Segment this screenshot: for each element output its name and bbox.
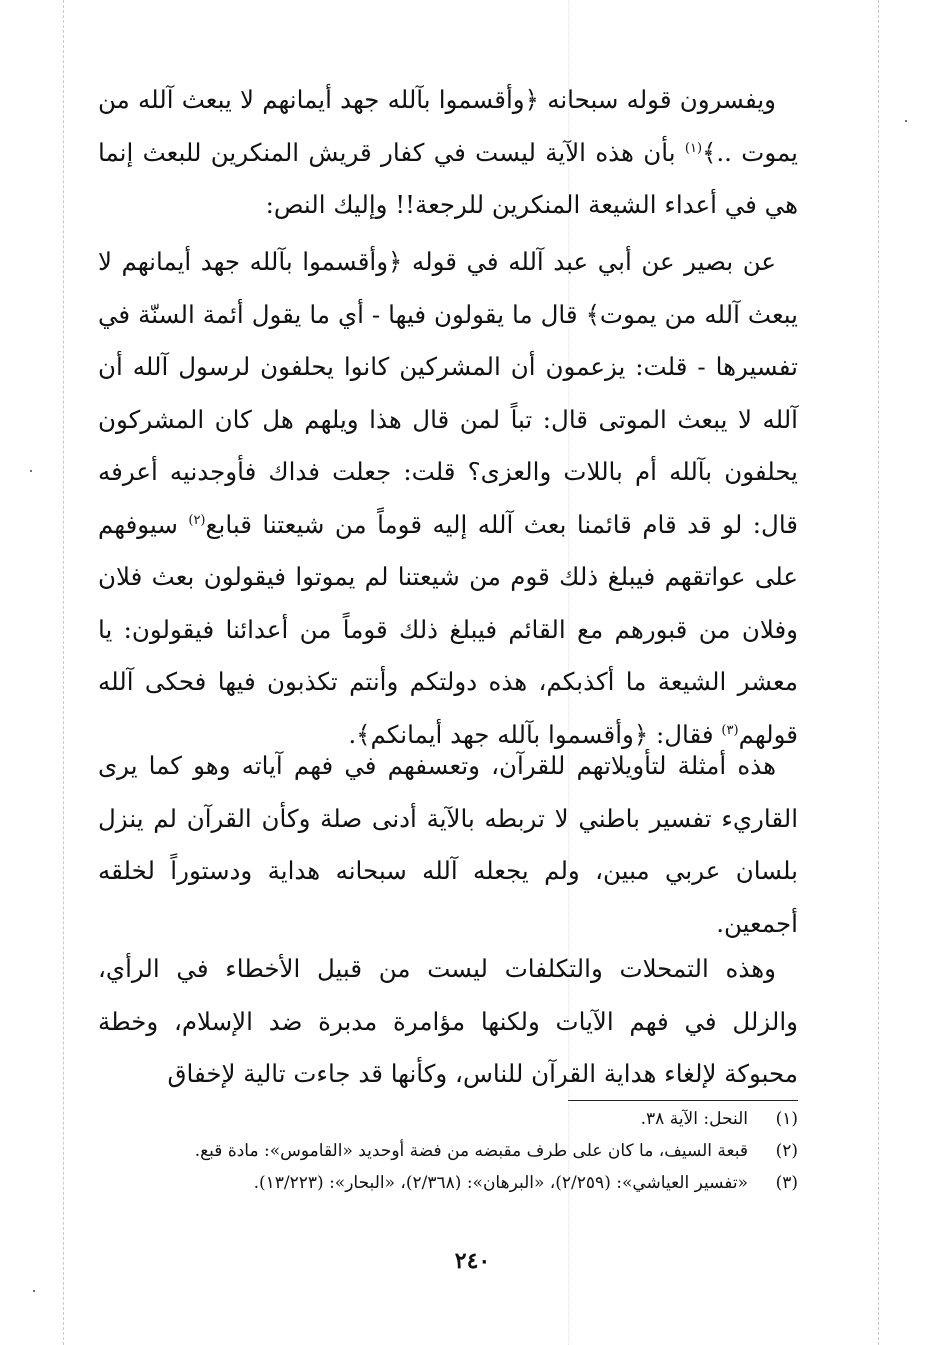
footnotes <box>98 1103 798 1199</box>
scan-speck <box>33 1290 35 1292</box>
paragraph-1-tail: بأن هذه الآية ليست في كفار قريش المنكرين للبعث إنما هي في أعداء الشيعة المنكرين للرجعة!! وإليك النص: <box>98 137 798 219</box>
margin-guide-right <box>878 0 879 1345</box>
footnote-3 <box>98 1167 798 1199</box>
paragraph-1 <box>98 74 798 232</box>
footnote-ref-2: (٢) <box>188 512 206 528</box>
paragraph-2-middle: سيوفهم على عواتقهم فيبلغ ذلك قوم من شيعتنا لم يموتوا فيقولون بعث فلان وفلان من قبورهم مع القائم فيبلغ ذلك قوماً من أعدائنا فيقولون: يا معشر الشيعة ما أكذبكم، هذه دولتكم وأنتم تكذبون فيها فحكى آلله قولهم <box>98 509 798 749</box>
footnote-3-number: (٣) <box>775 1173 798 1193</box>
footnote-1-text: النحل: الآية ٣٨. <box>640 1109 748 1129</box>
page-number: ٢٤٠ <box>454 1248 491 1274</box>
paragraph-1-text: ويفسرون قوله سبحانه ﴿وأقسموا بآلله جهد أيمانهم لا يبعث آلله من يموت ..﴾ <box>98 85 798 167</box>
footnote-2 <box>98 1135 798 1167</box>
footnote-ref-3: (٣) <box>721 722 739 738</box>
paragraph-2-text: عن بصير عن أبي عبد آلله في قوله ﴿وأقسموا بآلله جهد أيمانهم لا يبعث آلله من يموت﴾ قال ما يقولون فيها - أي ما يقول أئمة السنّة في تفسيرها - قلت: يزعمون أن المشركين كانوا يحلفون لرسول آلله أن آلله لا يبعث الموتى قال: تباً لمن قال هذا ويلهم هل كان المشركون يحلفون بآلله أم باللات والعزى؟ قلت: جعلت فداك فأوجدنيه أعرفه قال: لو قد قام قائمنا بعث آلله إليه قوماً من شيعتنا قبابع <box>98 247 798 539</box>
footnote-1 <box>98 1103 798 1135</box>
paragraph-4-text: وهذه التمحلات والتكلفات ليست من قبيل الأخطاء في الرأي، والزلل في فهم الآيات ولكنها مؤامرة مدبرة ضد الإسلام، وخطة محبوكة لإلغاء هداية القرآن للناس، وكأنها قد جاءت تالية لإخفاق <box>98 954 798 1088</box>
footnote-ref-1: (١) <box>684 140 703 156</box>
paragraph-4 <box>98 943 798 1101</box>
paragraph-3-text: هذه أمثلة لتأويلاتهم للقرآن، وتعسفهم في فهم آياته وهو كما يرى القاريء تفسير باطني لا تربطه بالآية أدنى صلة وكأن القرآن لم ينزل بلسان عربي مبين، ولم يجعله آلله سبحانه هداية ودستوراً لخلقه أجمعين. <box>98 751 798 938</box>
margin-guide-left <box>63 0 64 1345</box>
footnote-2-text: قبعة السيف، ما كان على طرف مقبضه من فضة أوحديد «القاموس»: مادة قبع. <box>194 1141 748 1161</box>
scan-speck <box>905 120 907 122</box>
footnote-1-number: (١) <box>775 1109 798 1129</box>
scan-speck <box>30 470 32 472</box>
footnote-3-text: «تفسير العياشي»: (٢/٢٥٩)، «البرهان»: (٢/٣٦٨)، «البحار»: (١٣/٢٢٣). <box>253 1173 748 1193</box>
paragraph-2-tail: فقال: ﴿وأقسموا بآلله جهد أيمانكم﴾. <box>348 719 714 749</box>
paragraph-3 <box>98 740 798 950</box>
paragraph-2 <box>98 236 798 761</box>
footnote-2-number: (٢) <box>775 1141 798 1161</box>
footnote-separator <box>568 1100 798 1101</box>
